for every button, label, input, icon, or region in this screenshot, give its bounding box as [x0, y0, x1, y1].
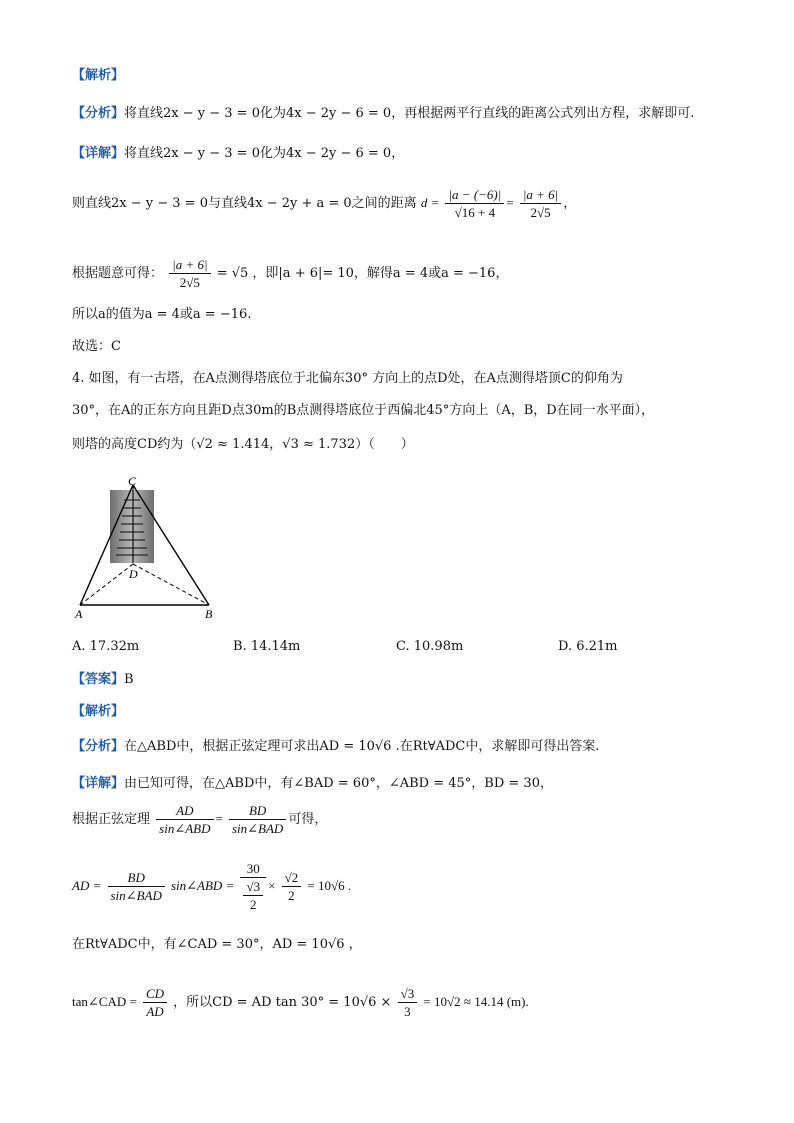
q3-detail-line: 【详解】将直线2x − y − 3 = 0化为4x − 2y − 6 = 0， [72, 146, 405, 161]
q3-analysis-line: 【分析】将直线2x − y − 3 = 0化为4x − 2y − 6 = 0，再根据两平行直线的距离公式列出方程，求解即可. [72, 106, 695, 121]
option-b: B. 14.14m [233, 639, 301, 654]
option-d: D. 6.21m [558, 639, 618, 654]
q3-detail-text: 将直线2x − y − 3 = 0化为4x − 2y − 6 = 0， [124, 146, 405, 161]
q3-distance-lhs: d = [420, 195, 440, 210]
q4-rt-line: 在Rt∀ADC中，有∠CAD = 30°，AD = 10√6 ， [72, 937, 362, 952]
q3-condition-line [72, 256, 508, 291]
q4-tan-mid: ，所以CD = AD tan 30° = 10√6 × [173, 995, 392, 1010]
line-AD [80, 564, 133, 605]
label-A: A [75, 607, 83, 621]
tower-photo [110, 490, 154, 563]
q3-distance-prefix: 则直线2x − y − 3 = 0与直线4x − 2y + a = 0之间的距离 [72, 196, 417, 211]
q3-condition-fraction: $\frac{|a + 6|}{2√5}$ [169, 256, 210, 291]
label-B: B [205, 607, 213, 621]
tower-figure [72, 474, 222, 624]
q4-tan-fraction-2: $\frac{√3}{3}$ [398, 985, 418, 1020]
q3-distance-fraction-1: $\frac{|a - (-6)|}{√16 + 4}$ [445, 186, 504, 221]
option-a: A. 17.32m [72, 639, 140, 654]
q4-stem-line-1: 4. 如图，有一古塔，在A点测得塔底位于北偏东30° 方向上的点D处，在A点测得塔顶C的仰角为 [72, 371, 623, 386]
q4-tan-result: = 10√2 ≈ 14.14 (m). [423, 994, 529, 1009]
label-C: C [128, 474, 137, 488]
q3-condition-prefix: 根据题意可得： [72, 266, 164, 281]
q4-sine-prefix: 根据正弦定理 [72, 812, 151, 827]
q4-detail-line: 【详解】由已知可得，在△ABD中，有∠BAD = 60°，∠ABD = 45°，BD = 30， [72, 776, 553, 791]
label-D: D [129, 567, 138, 581]
q4-ad-fraction-2: $\frac{√2}{2}$ [282, 869, 302, 904]
q4-analysis-heading: 【解析】 [72, 704, 125, 719]
q3-answer: 故选：C [72, 339, 121, 354]
q4-answer-line: 【答案】B [72, 672, 134, 687]
q4-answer-value: B [124, 672, 134, 687]
q4-stem-line-2: 30°，在A的正东方向且距D点30m的B点测得塔底位于西偏北45°方向上（A，B，D在同一水平面）， [72, 403, 655, 418]
q3-analysis-heading: 【解析】 [72, 68, 125, 83]
q4-analysis-line: 【分析】在△ABD中，根据正弦定理可求出AD = 10√6 .在Rt∀ADC中，求解即可得出答案. [72, 739, 600, 754]
q4-ad-fraction: $\frac{BD}{\text{sin∠BAD}}$ [108, 869, 165, 904]
q4-tan-fraction: $\frac{CD}{AD}$ [143, 985, 167, 1020]
q4-ad-complex-fraction: 30 √3 2 [240, 860, 266, 913]
q4-analysis-text: 在△ABD中，根据正弦定理可求出AD = 10√6 .在Rt∀ADC中，求解即可得出答案. [124, 739, 600, 754]
q3-condition-rest: = √5 ，即|a + 6|= 10，解得a = 4或a = −16， [216, 266, 509, 281]
q3-analysis-text: 将直线2x − y − 3 = 0化为4x − 2y − 6 = 0，再根据两平行直线的距离公式列出方程，求解即可. [124, 106, 695, 121]
q4-sine-law-line: 根据正弦定理 $\frac{AD}{\text{sin∠ABD}}$ = $\frac{BD}{\text{sin∠BAD}}$ 可得， [72, 803, 328, 836]
q4-tan-line: tan∠CAD = $\frac{CD}{AD}$ ，所以CD = AD tan 30° = 10√6 × $\frac{√3}{3}$ = 10√2 ≈ 14.14 (m). [72, 986, 529, 1019]
q3-conclusion: 所以a的值为a = 4或a = −16. [72, 307, 252, 322]
q3-distance-fraction-2: $\frac{|a + 6|}{2√5}$ [520, 186, 561, 221]
q4-sine-fraction-1: $\frac{AD}{\text{sin∠ABD}}$ [156, 802, 213, 837]
q4-ad-formula-line: AD = $\frac{BD}{\text{sin∠BAD}}$ sin∠ABD = 30 √3 2 × $\frac{√2}{2}$ = 10√6 . [72, 861, 352, 912]
q4-sine-fraction-2: $\frac{BD}{\text{sin∠BAD}}$ [229, 802, 286, 837]
line-DB [133, 564, 209, 605]
q3-distance-line: 则直线2x − y − 3 = 0与直线4x − 2y + a = 0之间的距离 d = $\frac{|a - (-6)|}{√16 + 4}$ = $\frac{|a + 6|}{2√5}$ ， [72, 187, 577, 220]
option-c: C. 10.98m [396, 639, 464, 654]
q4-stem-line-3: 则塔的高度CD约为（√2 ≈ 1.414，√3 ≈ 1.732）（ ） [72, 437, 414, 452]
q4-detail-text: 由已知可得，在△ABD中，有∠BAD = 60°，∠ABD = 45°，BD = 30， [124, 776, 553, 791]
